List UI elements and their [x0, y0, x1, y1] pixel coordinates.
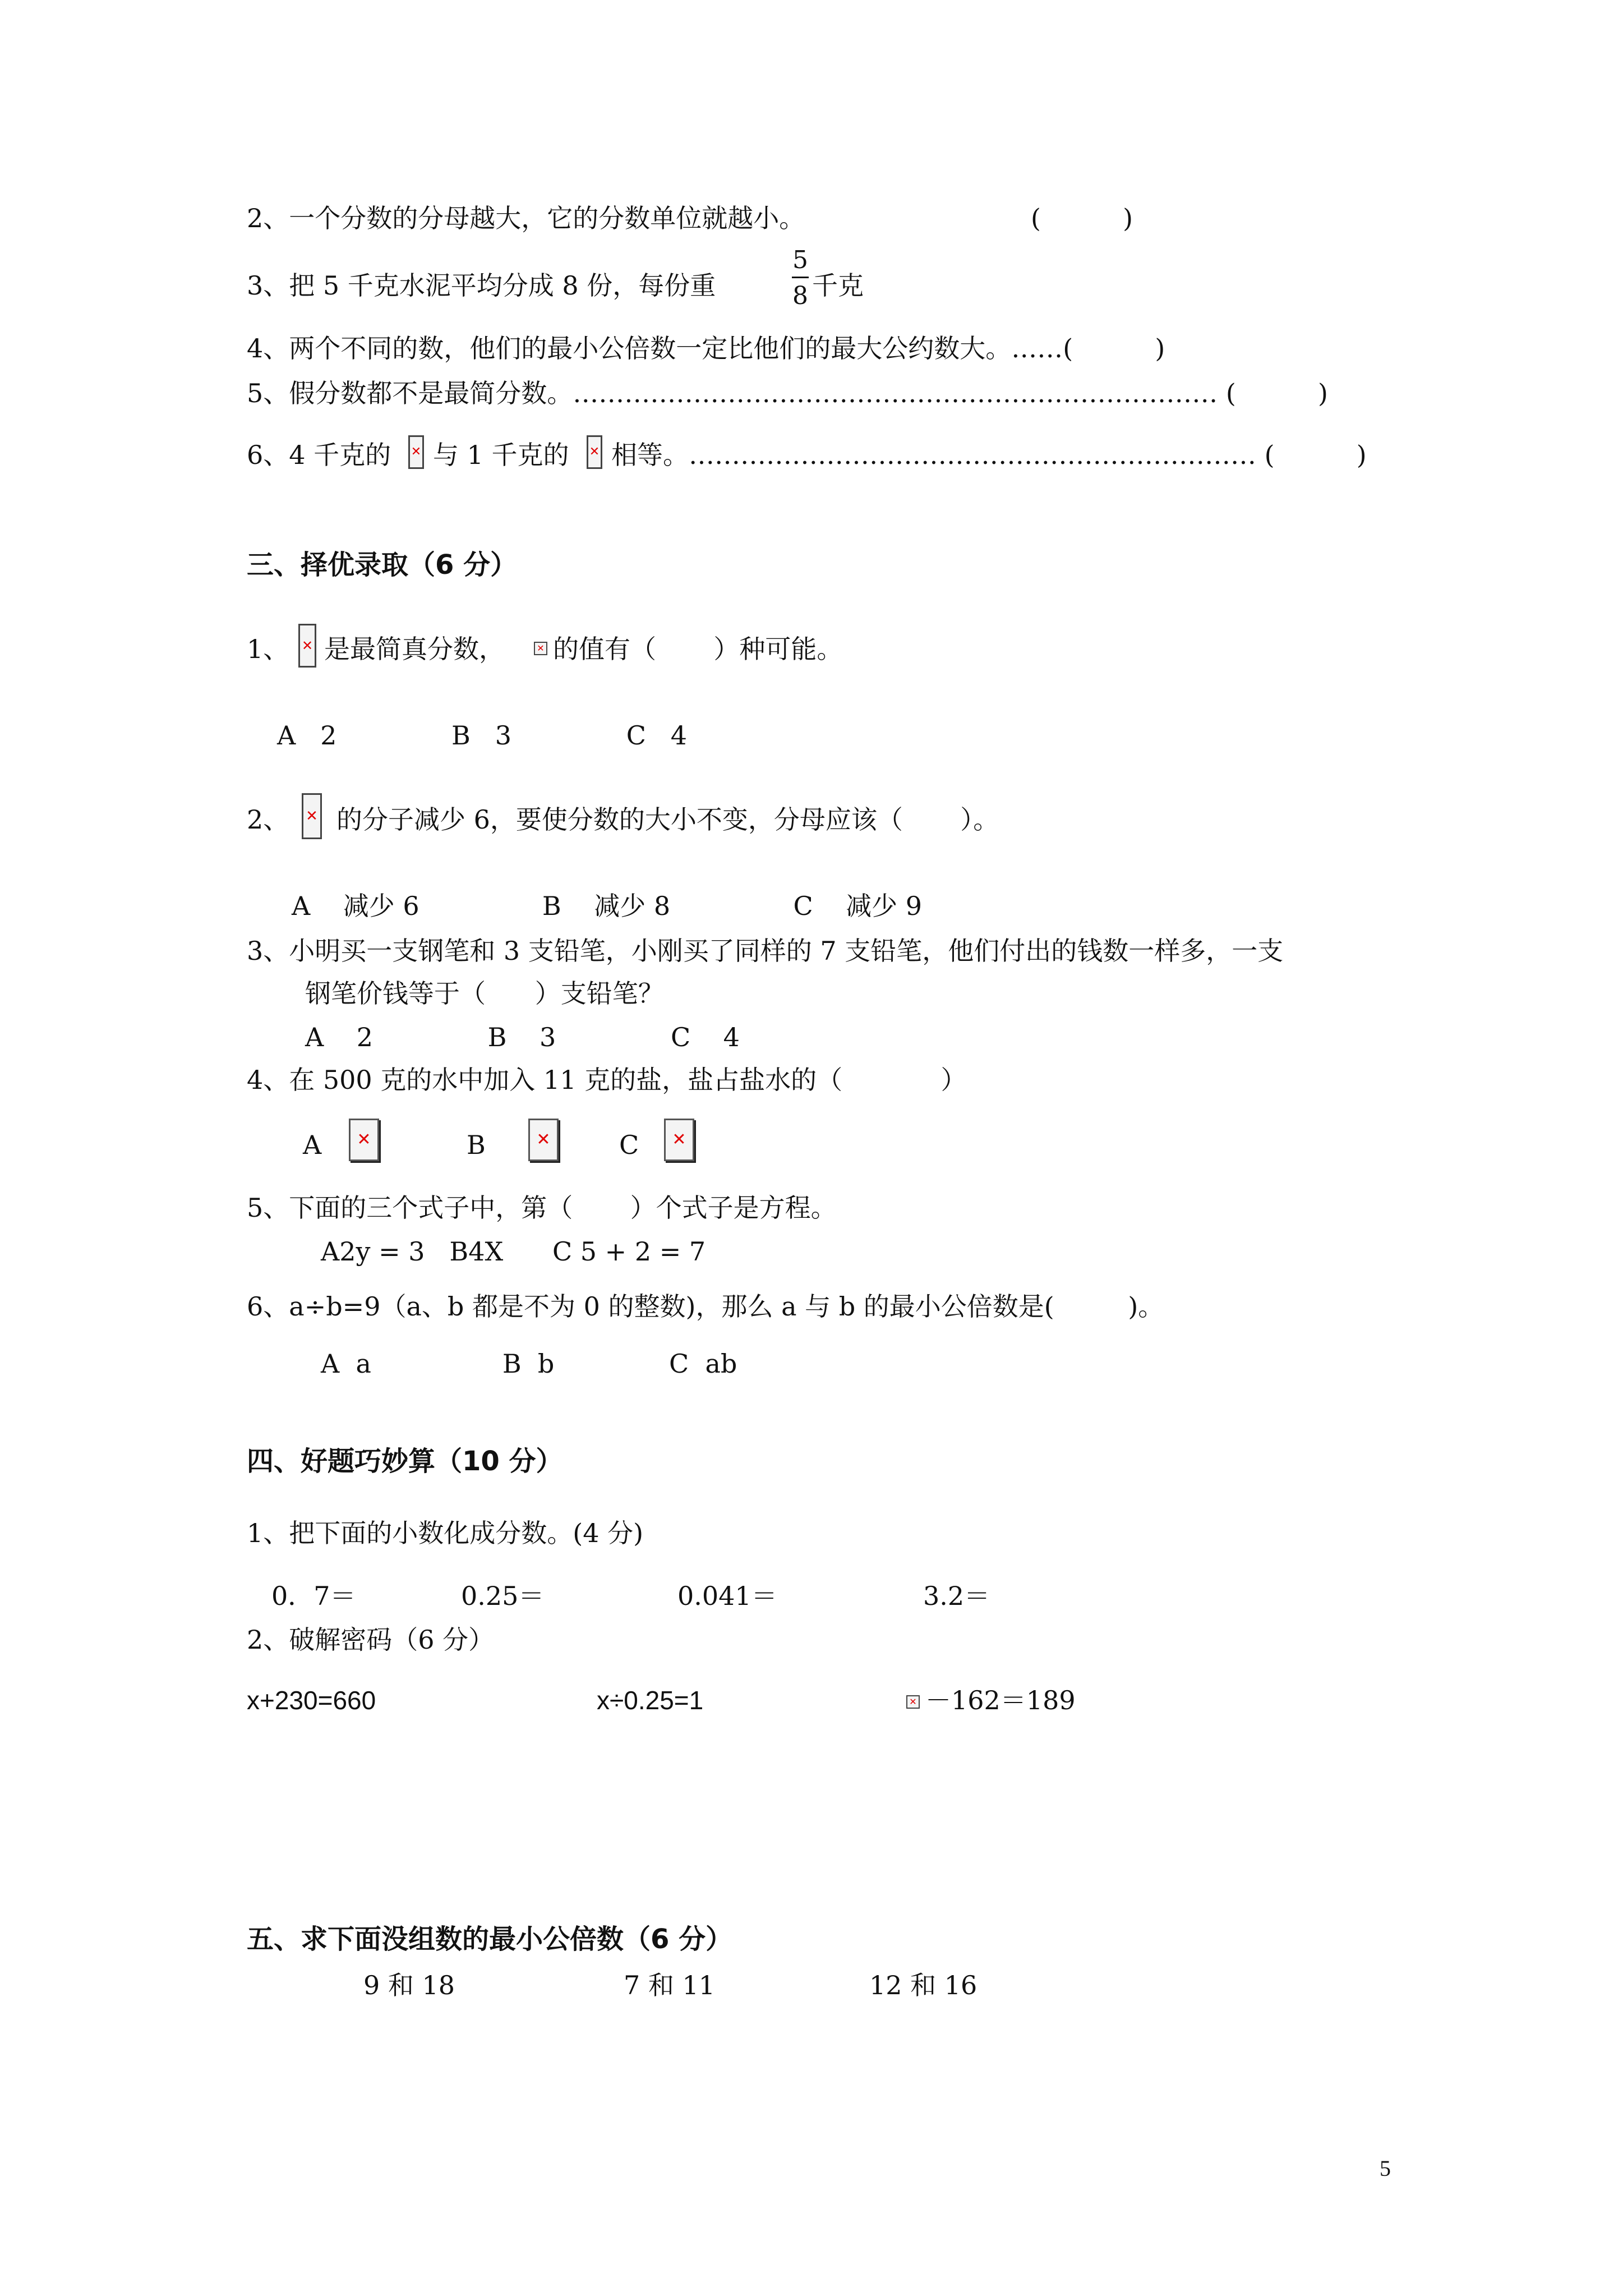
- judge-q5-text: 5、假分数都不是最简分数。………………………………………………………………… ( ): [247, 378, 1329, 408]
- broken-image-icon: ✕: [298, 624, 316, 668]
- s4-q2-text: 2、破解密码（6 分）: [247, 1625, 495, 1655]
- s3-q4-option-c: C: [619, 1130, 639, 1160]
- broken-image-icon: ✕: [587, 435, 602, 469]
- s4-q1-item: 0.041＝: [677, 1581, 777, 1611]
- s4-equation-1: x+230=660: [247, 1686, 376, 1715]
- section3-title: 三、择优录取（6 分）: [247, 549, 518, 581]
- fraction-numerator: 5: [792, 246, 808, 274]
- s4-q1-item: 3.2＝: [923, 1581, 990, 1611]
- s3-q6-text: 6、a÷b=9（a、b 都是不为 0 的整数)，那么 a 与 b 的最小公倍数是( )。: [247, 1291, 1164, 1322]
- broken-image-icon: ✕: [664, 1119, 694, 1161]
- s5-item: 9 和 18: [363, 1970, 455, 2000]
- s3-q3-options: A 2 B 3 C 4: [305, 1022, 740, 1052]
- s3-q3-line1: 3、小明买一支钢笔和 3 支铅笔，小刚买了同样的 7 支铅笔，他们付出的钱数一样多，一支: [247, 936, 1284, 966]
- judge-q6-suffix: 相等。………………………………………………………… ( ): [611, 440, 1367, 470]
- s5-item: 12 和 16: [869, 1970, 978, 2000]
- section4-title: 四、好题巧妙算（10 分）: [247, 1446, 563, 1477]
- s4-q1-item: 0.25＝: [461, 1581, 545, 1611]
- s3-q5-text: 5、下面的三个式子中，第（ ）个式子是方程。: [247, 1193, 837, 1223]
- section5-title: 五、求下面没组数的最小公倍数（6 分）: [247, 1924, 733, 1955]
- judge-q3-unit: 千克: [812, 270, 864, 301]
- s4-equation-3: －162＝189: [925, 1685, 1076, 1715]
- s3-q3-line2: 钢笔价钱等于（ ）支铅笔？: [305, 978, 664, 1009]
- fraction-denominator: 8: [792, 282, 808, 310]
- s3-q2-prefix: 2、: [247, 804, 289, 835]
- broken-image-icon: ✕: [408, 435, 424, 469]
- page-number: 5: [1380, 2156, 1391, 2181]
- s3-q5-options: A2y = 3 B4X C 5 + 2 = 7: [321, 1236, 706, 1267]
- s3-q1-text-end: 的值有（ ）种可能。: [553, 634, 843, 664]
- judge-q4-text: 4、两个不同的数，他们的最小公倍数一定比他们的最大公约数大。……( ): [247, 333, 1165, 364]
- s3-q1-options: A 2 B 3 C 4: [277, 720, 688, 751]
- s3-q4-option-b: B: [467, 1130, 486, 1160]
- judge-q3-text: 3、把 5 千克水泥平均分成 8 份，每份重: [247, 270, 716, 301]
- judge-q6-prefix: 6、4 千克的: [247, 440, 391, 470]
- broken-image-icon: ✕: [528, 1119, 559, 1161]
- broken-image-icon: ✕: [349, 1119, 379, 1161]
- s3-q1-prefix: 1、: [247, 634, 289, 664]
- s4-q1-item: 0．7＝: [271, 1581, 356, 1611]
- judge-q2-text: 2、一个分数的分母越大，它的分数单位就越小。: [247, 203, 805, 233]
- broken-image-icon: ✕: [302, 793, 322, 839]
- broken-image-icon: ✕: [534, 642, 547, 655]
- s4-equation-2: x÷0.25=1: [597, 1686, 704, 1715]
- s3-q4-option-a: A: [303, 1130, 322, 1160]
- judge-q2-answer-paren[interactable]: ( ): [1031, 203, 1133, 233]
- s5-item: 7 和 11: [624, 1970, 716, 2000]
- s3-q4-text: 4、在 500 克的水中加入 11 克的盐，盐占盐水的（ ）: [247, 1065, 967, 1095]
- judge-q6-middle: 与 1 千克的: [433, 440, 569, 470]
- s3-q2-text: 的分子减少 6，要使分数的大小不变，分母应该（ ）。: [336, 804, 999, 835]
- s3-q6-options: A a B b C ab: [321, 1349, 737, 1379]
- s4-q1-text: 1、把下面的小数化成分数。(4 分): [247, 1518, 644, 1548]
- broken-image-icon: ✕: [906, 1695, 920, 1709]
- s3-q2-options: A 减少 6 B 减少 8 C 减少 9: [292, 891, 923, 921]
- fraction-bar: [792, 277, 809, 278]
- s3-q1-text: 是最简真分数，: [324, 634, 505, 664]
